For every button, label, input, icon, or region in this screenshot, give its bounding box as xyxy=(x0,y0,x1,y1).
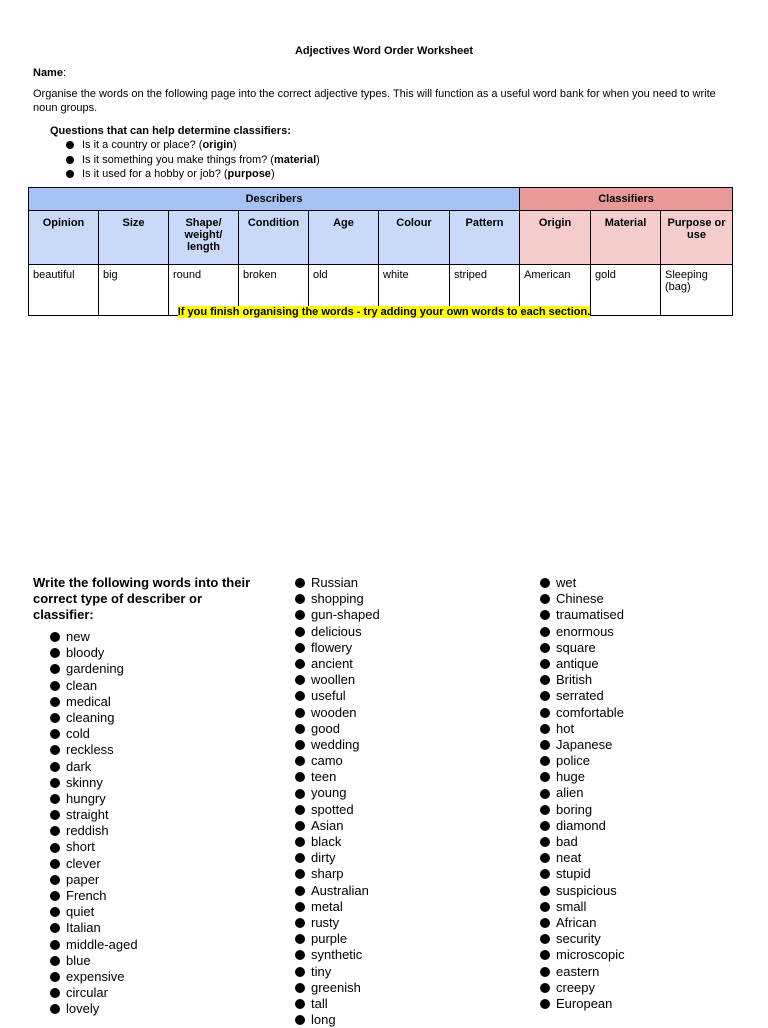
bullet-icon xyxy=(295,821,305,831)
bullet-icon xyxy=(50,940,60,950)
word-text: Italian xyxy=(66,920,101,936)
bullet-icon xyxy=(295,934,305,944)
word-text: rusty xyxy=(311,914,340,930)
bullet-icon xyxy=(540,756,550,766)
bullet-icon xyxy=(295,772,305,782)
word-list-item xyxy=(295,947,380,963)
table-cell: gold xyxy=(591,265,661,316)
word-text: Chinese xyxy=(556,591,604,607)
word-text: enormous xyxy=(556,623,614,639)
bullet-icon xyxy=(540,869,550,879)
word-text: cleaning xyxy=(66,709,115,725)
word-list-item xyxy=(295,866,380,882)
word-list-item xyxy=(50,969,138,985)
word-text: tall xyxy=(311,995,328,1011)
bullet-icon xyxy=(50,762,60,772)
bullet-icon xyxy=(50,648,60,658)
word-list-item xyxy=(50,1001,138,1017)
bullet-icon xyxy=(295,691,305,701)
bullet-icon xyxy=(540,740,550,750)
word-list-item xyxy=(295,996,380,1012)
bullet-icon xyxy=(295,869,305,879)
word-text: traumatised xyxy=(556,607,624,623)
word-list-item xyxy=(540,850,625,866)
word-list-item xyxy=(540,785,625,801)
word-text: ancient xyxy=(311,655,353,671)
name-label: Name xyxy=(33,67,63,79)
word-text: hungry xyxy=(66,790,106,806)
word-text: European xyxy=(556,995,613,1011)
word-text: expensive xyxy=(66,968,125,984)
word-text: camo xyxy=(311,753,343,769)
table-cell: Sleeping (bag) xyxy=(661,265,733,316)
word-list-item xyxy=(540,672,625,688)
column-header: Material xyxy=(591,211,661,265)
column-header: Colour xyxy=(379,211,450,265)
word-text: French xyxy=(66,888,107,903)
word-list-item xyxy=(295,591,380,607)
word-list-item xyxy=(50,759,138,775)
bullet-icon xyxy=(295,675,305,685)
bullet-icon xyxy=(50,875,60,885)
word-text: clever xyxy=(66,855,101,871)
bullet-icon xyxy=(50,859,60,869)
word-text: bloody xyxy=(66,645,105,661)
bullet-icon xyxy=(540,837,550,847)
word-list-item xyxy=(50,661,138,677)
word-list-item xyxy=(50,726,138,742)
word-list-item xyxy=(50,823,138,839)
word-list-item xyxy=(540,980,625,996)
word-list-item xyxy=(295,624,380,640)
word-list-item xyxy=(540,656,625,672)
word-list-item xyxy=(540,899,625,915)
word-text: shopping xyxy=(311,591,364,607)
column-header: Size xyxy=(99,211,169,265)
table-cell: American xyxy=(520,265,591,316)
bullet-icon xyxy=(50,843,60,853)
word-text: neat xyxy=(556,850,582,866)
bullet-icon xyxy=(295,805,305,815)
word-text: dark xyxy=(66,758,92,774)
table-cell: white xyxy=(379,265,450,316)
word-text: lovely xyxy=(66,1001,100,1017)
bullet-icon xyxy=(50,972,60,982)
bullet-icon xyxy=(540,708,550,718)
word-list-item xyxy=(50,775,138,791)
word-list-item xyxy=(540,575,625,591)
word-text: good xyxy=(311,720,340,736)
bullet-icon xyxy=(66,141,74,149)
intro-text: Organise the words on the following page into the correct adjective types. This will function as a useful word bank for when you need to write noun groups. xyxy=(33,88,716,114)
word-list-item xyxy=(540,964,625,980)
word-list-item xyxy=(295,575,380,591)
bullet-icon xyxy=(50,664,60,674)
bullet-icon xyxy=(295,708,305,718)
word-list-item xyxy=(540,802,625,818)
bullet-icon xyxy=(295,950,305,960)
word-text: wedding xyxy=(311,736,360,752)
bullet-icon xyxy=(295,918,305,928)
questions-list xyxy=(66,138,320,182)
word-text: Australian xyxy=(311,882,369,898)
word-text: stupid xyxy=(556,866,591,882)
bullet-icon xyxy=(295,724,305,734)
bullet-icon xyxy=(540,934,550,944)
word-text: antique xyxy=(556,655,599,671)
word-list-column-2 xyxy=(295,575,380,1028)
bullet-icon xyxy=(295,902,305,912)
word-list-item xyxy=(540,866,625,882)
bullet-icon xyxy=(50,1004,60,1014)
word-list-item xyxy=(295,818,380,834)
word-text: young xyxy=(311,785,347,801)
word-list-item xyxy=(50,985,138,1001)
column-header: Shape/ weight/ length xyxy=(169,211,239,265)
bullet-icon xyxy=(540,789,550,799)
word-text: gardening xyxy=(66,661,124,677)
bullet-icon xyxy=(50,632,60,642)
adjective-table xyxy=(28,187,733,316)
bullet-icon xyxy=(50,826,60,836)
word-list-item xyxy=(295,1012,380,1028)
bullet-icon xyxy=(50,907,60,917)
word-list-item xyxy=(295,899,380,915)
word-list-item xyxy=(50,807,138,823)
bullet-icon xyxy=(540,886,550,896)
word-text: security xyxy=(556,931,601,947)
word-list-item xyxy=(540,721,625,737)
word-list-item xyxy=(295,931,380,947)
word-list-item xyxy=(50,629,138,645)
bullet-icon xyxy=(50,745,60,755)
word-list-item xyxy=(540,947,625,963)
word-list-item xyxy=(540,834,625,850)
classifiers-header: Classifiers xyxy=(520,188,733,211)
question-item: Is it used for a hobby or job? ( purpose ) xyxy=(66,167,320,182)
word-text: cold xyxy=(66,726,90,742)
bullet-icon xyxy=(50,923,60,933)
word-list-item xyxy=(295,850,380,866)
word-list-item xyxy=(540,996,625,1012)
word-text: paper xyxy=(66,871,100,887)
word-list-item xyxy=(295,753,380,769)
bullet-icon xyxy=(295,594,305,604)
bullet-icon xyxy=(295,578,305,588)
word-text: teen xyxy=(311,769,337,785)
questions-heading: Questions that can help determine classifiers: xyxy=(50,125,291,137)
word-text: long xyxy=(311,1012,336,1028)
bullet-icon xyxy=(540,594,550,604)
bullet-icon xyxy=(50,697,60,707)
word-list-item xyxy=(540,769,625,785)
word-text: gun-shaped xyxy=(311,607,380,623)
word-text: eastern xyxy=(556,963,600,979)
word-list-item xyxy=(540,753,625,769)
word-list-item xyxy=(540,737,625,753)
bullet-icon xyxy=(50,988,60,998)
word-text: wooden xyxy=(311,704,357,720)
word-text: metal xyxy=(311,898,343,914)
word-text: microscopic xyxy=(556,947,625,963)
bullet-icon xyxy=(295,837,305,847)
bullet-icon xyxy=(540,805,550,815)
word-list-item xyxy=(540,931,625,947)
word-list-item xyxy=(295,883,380,899)
word-list-item xyxy=(540,818,625,834)
word-text: comfortable xyxy=(556,704,624,720)
word-text: blue xyxy=(66,952,91,968)
finish-note: If you finish organising the words - try adding your own words to each section. xyxy=(177,306,591,318)
instruction-heading: Write the following words into their correct type of describer or classifier: xyxy=(33,575,251,622)
column-header: Age xyxy=(309,211,379,265)
column-header: Condition xyxy=(239,211,309,265)
word-text: reckless xyxy=(66,742,114,758)
bullet-icon xyxy=(540,578,550,588)
word-list-item xyxy=(50,937,138,953)
word-text: spotted xyxy=(311,801,354,817)
word-list-column-3 xyxy=(540,575,625,1012)
bullet-icon xyxy=(50,729,60,739)
word-list-item xyxy=(295,721,380,737)
bullet-icon xyxy=(540,643,550,653)
word-text: wet xyxy=(556,575,577,590)
table-cell: broken xyxy=(239,265,309,316)
word-text: woollen xyxy=(311,672,356,688)
word-list-item xyxy=(50,953,138,969)
bullet-icon xyxy=(295,983,305,993)
bullet-icon xyxy=(540,999,550,1009)
bullet-icon xyxy=(540,772,550,782)
bullet-icon xyxy=(295,853,305,863)
word-list-column-1 xyxy=(50,629,138,1018)
word-list-item xyxy=(295,640,380,656)
bullet-icon xyxy=(540,675,550,685)
column-header: Pattern xyxy=(450,211,520,265)
bullet-icon xyxy=(50,713,60,723)
word-text: African xyxy=(556,914,597,930)
word-list-item xyxy=(295,802,380,818)
word-text: boring xyxy=(556,801,593,817)
word-list-item xyxy=(295,769,380,785)
word-text: new xyxy=(66,629,90,644)
word-list-item xyxy=(540,915,625,931)
word-list-item xyxy=(540,883,625,899)
column-header: Origin xyxy=(520,211,591,265)
bullet-icon xyxy=(540,853,550,863)
bullet-icon xyxy=(540,950,550,960)
word-list-item xyxy=(50,856,138,872)
word-text: black xyxy=(311,834,342,849)
name-field-line: Name: xyxy=(33,67,67,79)
bullet-icon xyxy=(540,967,550,977)
word-list-item xyxy=(295,980,380,996)
word-list-item xyxy=(295,834,380,850)
word-text: police xyxy=(556,753,590,769)
bullet-icon xyxy=(50,778,60,788)
question-item: Is it a country or place? ( origin ) xyxy=(66,138,320,153)
bullet-icon xyxy=(295,789,305,799)
word-text: alien xyxy=(556,785,584,801)
table-cell: striped xyxy=(450,265,520,316)
bullet-icon xyxy=(295,627,305,637)
bullet-icon xyxy=(295,967,305,977)
word-list-item xyxy=(50,791,138,807)
question-item: Is it something you make things from? ( material ) xyxy=(66,153,320,168)
word-list-item xyxy=(540,705,625,721)
word-text: reddish xyxy=(66,823,109,839)
bullet-icon xyxy=(540,918,550,928)
word-list-item xyxy=(295,785,380,801)
bullet-icon xyxy=(50,794,60,804)
table-cell: round xyxy=(169,265,239,316)
word-text: tiny xyxy=(311,963,332,979)
word-text: flowery xyxy=(311,639,353,655)
bullet-icon xyxy=(295,659,305,669)
bullet-icon xyxy=(50,956,60,966)
word-list-item xyxy=(50,920,138,936)
bullet-icon xyxy=(295,886,305,896)
bullet-icon xyxy=(50,891,60,901)
word-list-item xyxy=(540,591,625,607)
word-text: Russian xyxy=(311,575,358,590)
column-header: Opinion xyxy=(29,211,99,265)
word-text: clean xyxy=(66,677,98,693)
word-list-item xyxy=(540,688,625,704)
word-list-item xyxy=(50,694,138,710)
bullet-icon xyxy=(540,610,550,620)
bullet-icon xyxy=(50,681,60,691)
word-list-item xyxy=(295,688,380,704)
word-text: medical xyxy=(66,693,111,709)
bullet-icon xyxy=(295,756,305,766)
page-title: Adjectives Word Order Worksheet xyxy=(294,45,474,57)
word-list-item xyxy=(50,888,138,904)
bullet-icon xyxy=(66,156,74,164)
bullet-icon xyxy=(66,170,74,178)
table-cell: big xyxy=(99,265,169,316)
word-list-item xyxy=(540,640,625,656)
word-list-item xyxy=(50,839,138,855)
word-text: square xyxy=(556,639,596,655)
word-text: hot xyxy=(556,720,575,736)
word-text: quiet xyxy=(66,904,95,920)
bullet-icon xyxy=(540,983,550,993)
bullet-icon xyxy=(295,643,305,653)
word-list-item xyxy=(50,645,138,661)
word-text: delicious xyxy=(311,623,362,639)
bullet-icon xyxy=(295,610,305,620)
word-list-item xyxy=(50,904,138,920)
describers-header: Describers xyxy=(29,188,520,211)
word-text: purple xyxy=(311,931,348,947)
word-text: straight xyxy=(66,807,109,823)
word-list-item xyxy=(295,964,380,980)
word-list-item xyxy=(50,872,138,888)
word-text: creepy xyxy=(556,979,596,995)
table-cell: old xyxy=(309,265,379,316)
word-list-item xyxy=(540,607,625,623)
bullet-icon xyxy=(295,740,305,750)
word-list-item xyxy=(50,678,138,694)
word-text: useful xyxy=(311,688,346,704)
word-text: circular xyxy=(66,985,108,1001)
word-list-item xyxy=(295,737,380,753)
word-text: serrated xyxy=(556,688,604,704)
word-text: sharp xyxy=(311,866,344,882)
word-text: dirty xyxy=(311,850,336,866)
word-list-item xyxy=(50,710,138,726)
bullet-icon xyxy=(295,999,305,1009)
word-text: Japanese xyxy=(556,736,613,752)
word-text: huge xyxy=(556,769,585,785)
bullet-icon xyxy=(50,810,60,820)
word-text: diamond xyxy=(556,817,606,833)
word-list-item xyxy=(295,607,380,623)
bullet-icon xyxy=(540,691,550,701)
word-text: bad xyxy=(556,834,578,849)
bullet-icon xyxy=(540,821,550,831)
word-list-item xyxy=(295,656,380,672)
bullet-icon xyxy=(540,659,550,669)
word-text: small xyxy=(556,898,587,914)
word-text: suspicious xyxy=(556,882,617,898)
word-text: middle-aged xyxy=(66,936,138,952)
bullet-icon xyxy=(540,627,550,637)
column-header: Purpose or use xyxy=(661,211,733,265)
word-list-item xyxy=(295,705,380,721)
word-text: skinny xyxy=(66,774,103,790)
word-text: British xyxy=(556,672,593,688)
word-text: synthetic xyxy=(311,947,363,963)
word-list-item xyxy=(540,624,625,640)
table-cell: beautiful xyxy=(29,265,99,316)
word-list-item xyxy=(295,672,380,688)
word-text: greenish xyxy=(311,979,361,995)
bullet-icon xyxy=(540,902,550,912)
bullet-icon xyxy=(540,724,550,734)
word-text: Asian xyxy=(311,817,344,833)
word-list-item xyxy=(295,915,380,931)
word-list-item xyxy=(50,742,138,758)
word-text: short xyxy=(66,839,95,855)
